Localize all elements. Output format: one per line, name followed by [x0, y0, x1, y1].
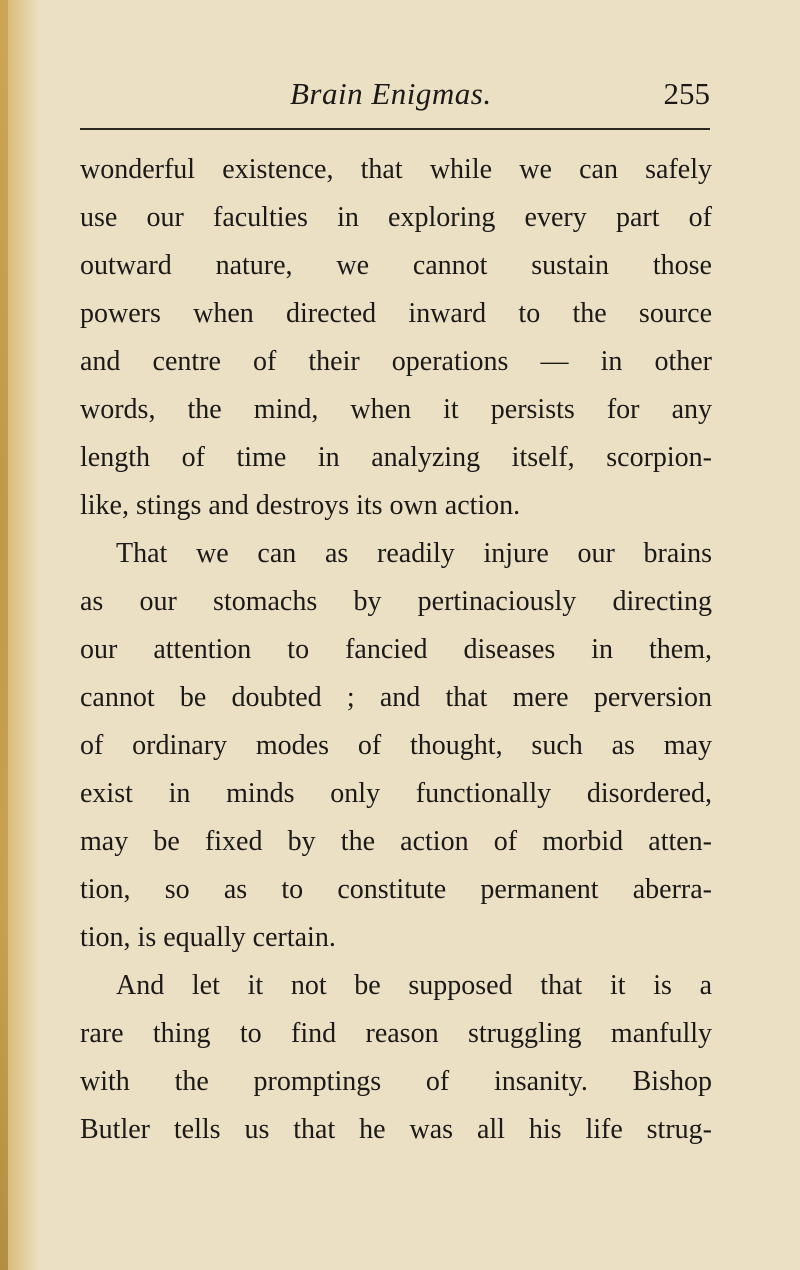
- text-line: Butler tells us that he was all his life strug-: [80, 1114, 712, 1145]
- body-text: [80, 146, 712, 1154]
- header-rule: [80, 128, 710, 130]
- text-line: powers when directed inward to the source: [80, 298, 712, 329]
- page-binding-edge: [0, 0, 8, 1270]
- text-line: with the promptings of insanity. Bishop: [80, 1066, 712, 1097]
- text-line: tion, is equally certain.: [80, 922, 336, 953]
- text-line: exist in minds only functionally disordered,: [80, 778, 712, 809]
- text-line: cannot be doubted ; and that mere perversion: [80, 682, 712, 713]
- text-line: That we can as readily injure our brains: [116, 538, 712, 569]
- text-line: and centre of their operations — in other: [80, 346, 712, 377]
- text-line: length of time in analyzing itself, scorpion-: [80, 442, 712, 473]
- text-line: as our stomachs by pertinaciously directing: [80, 586, 712, 617]
- text-line: tion, so as to constitute permanent aberra-: [80, 874, 712, 905]
- text-line: And let it not be supposed that it is a: [116, 970, 712, 1001]
- text-line: use our faculties in exploring every part of: [80, 202, 712, 233]
- text-line: words, the mind, when it persists for any: [80, 394, 712, 425]
- text-line: our attention to fancied diseases in them,: [80, 634, 712, 665]
- text-line: of ordinary modes of thought, such as may: [80, 730, 712, 761]
- text-line: may be fixed by the action of morbid atten-: [80, 826, 712, 857]
- page-number: 255: [663, 76, 710, 111]
- text-line: like, stings and destroys its own action.: [80, 490, 521, 521]
- text-line: rare thing to find reason struggling manfully: [80, 1018, 712, 1049]
- text-line: outward nature, we cannot sustain those: [80, 250, 712, 281]
- running-title: Brain Enigmas.: [290, 76, 492, 111]
- running-header: [80, 70, 710, 120]
- text-line: wonderful existence, that while we can safely: [80, 154, 712, 185]
